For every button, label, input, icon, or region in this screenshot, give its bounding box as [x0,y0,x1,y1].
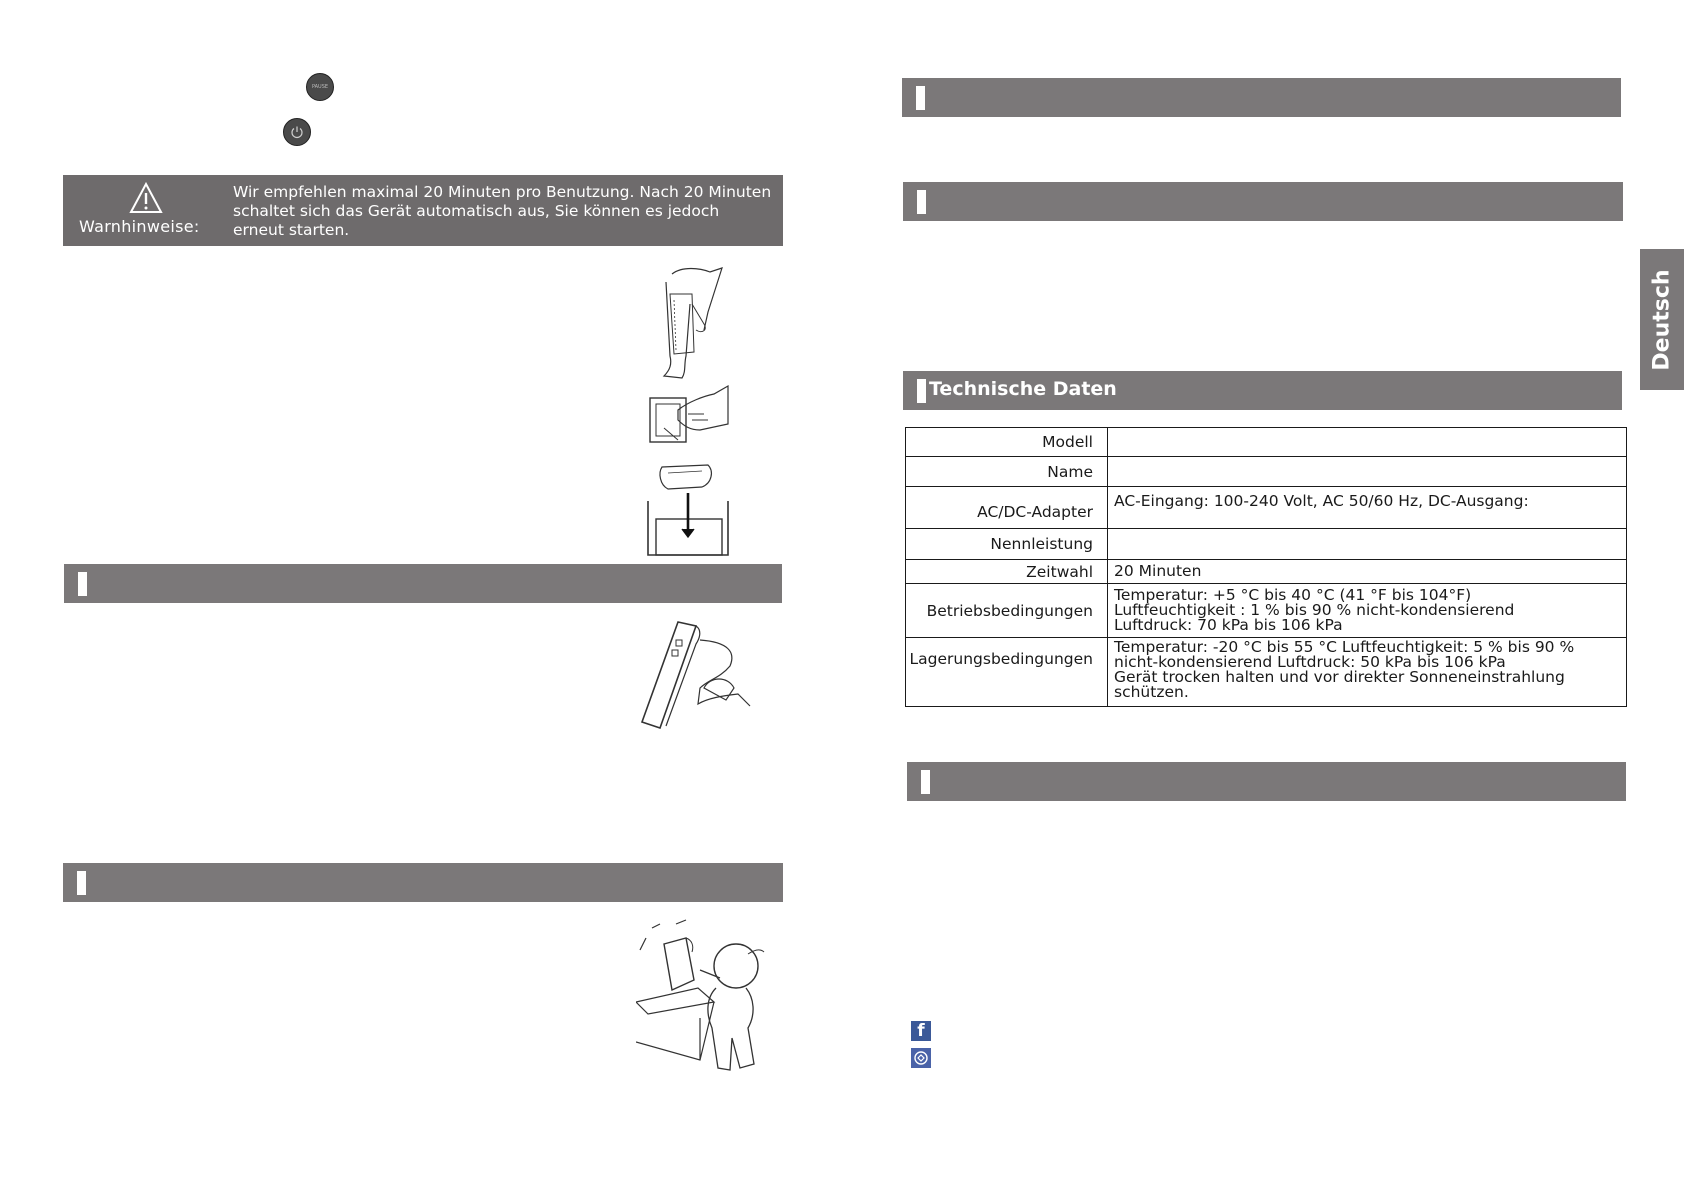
table-row [906,428,1627,457]
section-bar-tech [903,371,1622,410]
child-safety-illustration [636,918,770,1078]
power-button-illustration [283,118,311,146]
social-link-icon[interactable] [911,1048,931,1068]
spec-value: AC-Eingang: 100-240 Volt, AC 50/60 Hz, DC-Ausgang: [1108,487,1627,529]
table-row [906,560,1627,584]
section-marker [917,379,926,403]
table-row [906,584,1627,638]
spec-value-line: Luftfeuchtigkeit : 1 % bis 90 % nicht-kondensierend [1114,601,1515,619]
section-marker [917,190,926,214]
section-marker [916,86,925,110]
section-marker [78,572,87,596]
spec-value [1108,457,1627,487]
language-tab[interactable] [1640,249,1684,390]
section-title-tech: Technische Daten [929,378,1117,400]
warning-box [63,175,783,246]
section-marker [77,871,86,895]
section-bar-left-2 [63,863,783,902]
spec-key: Name [906,457,1108,487]
leg-wrap-illustration [652,264,732,382]
spec-value-line: schützen. [1114,683,1189,701]
plug-socket-illustration [648,384,732,450]
spec-value-line: Temperatur: +5 °C bis 40 °C (41 °F bis 104°F) [1114,586,1472,604]
section-bar-right-2 [903,182,1623,221]
spec-key: AC/DC-Adapter [906,487,1108,529]
section-bar-right-1 [902,78,1621,117]
power-icon [289,124,305,140]
spec-key: Zeitwahl [906,560,1108,584]
spec-value: 20 Minuten [1108,560,1627,584]
pause-button-illustration [306,73,334,101]
spec-value-line: Temperatur: -20 °C bis 55 °C Luftfeuchtigkeit: 5 % bis 90 % [1114,638,1575,656]
table-row [906,487,1627,529]
cleaning-device-illustration [638,618,754,734]
spec-key: Betriebsbedingungen [906,584,1108,638]
spec-key: Nennleistung [906,529,1108,560]
language-tab-label: Deutsch [1649,268,1675,371]
device-into-box-illustration [646,463,732,557]
table-row [906,457,1627,487]
social-link-glyph [913,1050,929,1066]
warning-triangle-icon [129,182,163,214]
section-bar-right-4 [907,762,1626,801]
spec-value-line: Luftdruck: 70 kPa bis 106 kPa [1114,616,1343,634]
table-row [906,638,1627,707]
spec-value [1108,638,1627,707]
spec-key: Lagerungsbedingungen [906,638,1108,707]
warning-label: Warnhinweise: [79,217,200,236]
warning-text: Wir empfehlen maximal 20 Minuten pro Benutzung. Nach 20 Minuten schaltet sich das Gerät automatisch aus, Sie können es jedoch erneut starten. [233,183,772,239]
pause-label: PAUSE [311,84,329,90]
spec-table [905,427,1627,707]
section-bar-left-1 [64,564,782,603]
spec-value-line: nicht-kondensierend Luftdruck: 50 kPa bis 106 kPa [1114,653,1506,671]
facebook-icon[interactable]: f [911,1021,931,1041]
spec-value [1108,529,1627,560]
spec-key: Modell [906,428,1108,457]
spec-value [1108,584,1627,638]
spec-value [1108,428,1627,457]
section-marker [921,770,930,794]
spec-value-line: Gerät trocken halten und vor direkter Sonneneinstrahlung [1114,668,1565,686]
table-row [906,529,1627,560]
